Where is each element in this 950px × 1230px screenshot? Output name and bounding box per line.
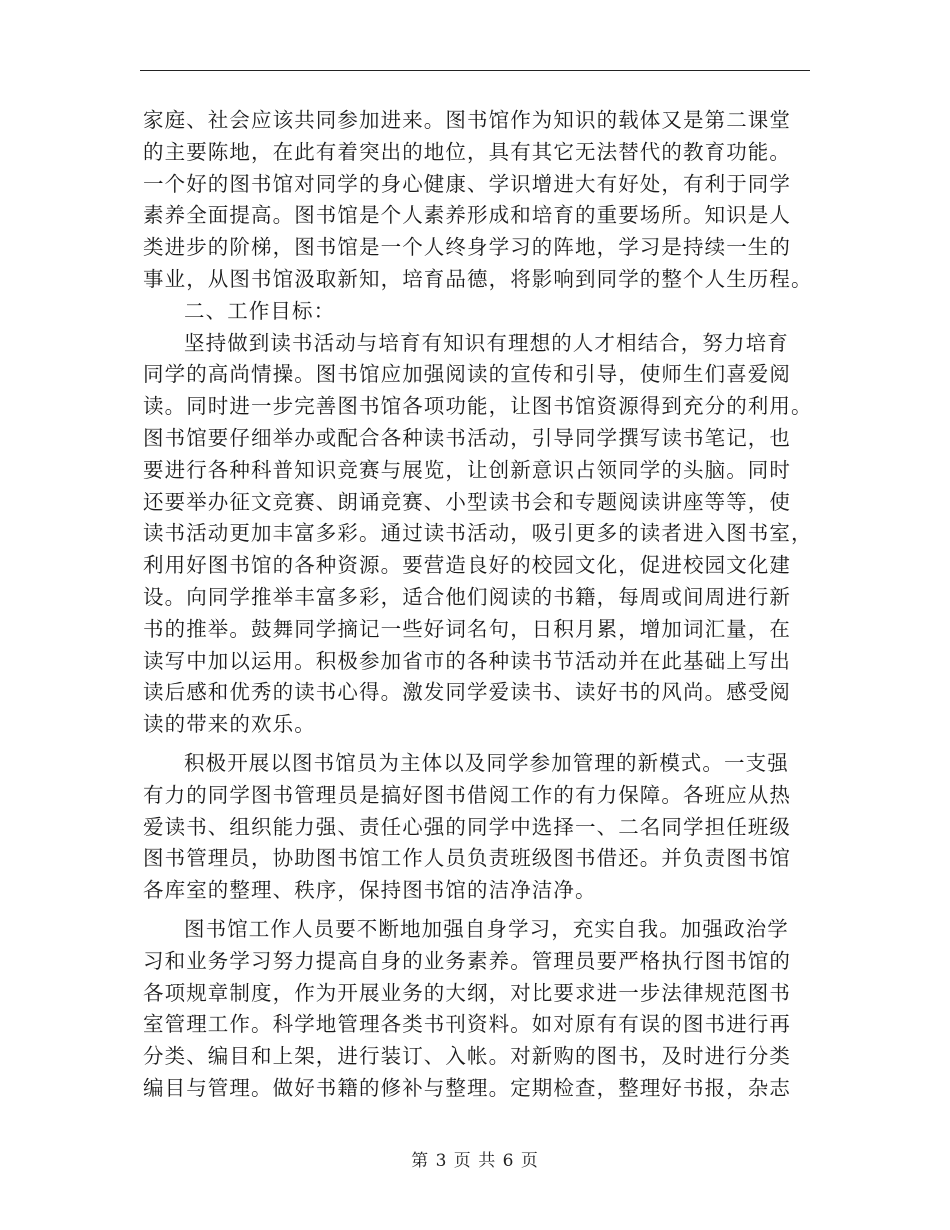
header-rule [140, 70, 810, 71]
text-line: 事业，从图书馆汲取新知，培育品德，将影响到同学的整个人生历程。 [143, 266, 813, 291]
page-footer [0, 1146, 950, 1171]
text-line: 分类、编目和上架，进行装订、入帐。对新购的图书，及时进行分类 [143, 1044, 791, 1069]
paragraph [143, 748, 803, 907]
text-line: 还要举办征文竞赛、朗诵竞赛、小型读书会和专题阅读讲座等等，使 [143, 489, 791, 514]
document-body [143, 105, 813, 1105]
paragraph [143, 914, 803, 1105]
text-line: 有力的同学图书管理员是搞好图书借阅工作的有力保障。各班应从热 [143, 782, 791, 807]
text-line: 读的带来的欢乐。 [143, 712, 316, 737]
text-line: 利用好图书馆的各种资源。要营造良好的校园文化，促进校园文化建 [143, 553, 791, 578]
text-line: 室管理工作。科学地管理各类书刊资料。如对原有有误的图书进行再 [143, 1012, 791, 1037]
text-line: 读写中加以运用。积极参加省市的各种读书节活动并在此基础上写出 [143, 648, 791, 673]
text-line: 坚持做到读书活动与培育有知识有理想的人才相结合，努力培育 [184, 330, 789, 355]
text-line: 类进步的阶梯，图书馆是一个人终身学习的阵地，学习是持续一生的 [143, 235, 791, 260]
text-line: 的主要陈地，在此有着突出的地位，具有其它无法替代的教育功能。 [143, 139, 791, 164]
text-line: 图书馆工作人员要不断地加强自身学习，充实自我。加强政治学 [184, 916, 789, 941]
page-number-label: 第 3 页 共 6 页 [411, 1151, 539, 1171]
text-line: 一个好的图书馆对同学的身心健康、学识增进大有好处，有利于同学 [143, 171, 791, 196]
text-line: 各项规章制度，作为开展业务的大纲，对比要求进一步法律规范图书 [143, 980, 791, 1005]
text-line: 二、工作目标： [184, 298, 336, 323]
text-line: 读。同时进一步完善图书馆各项功能，让图书馆资源得到充分的利用。 [143, 394, 813, 419]
section-heading [143, 296, 803, 328]
paragraph-gap [143, 907, 803, 914]
text-line: 图书管理员，协助图书馆工作人员负责班级图书借还。并负责图书馆 [143, 846, 791, 871]
text-line: 家庭、社会应该共同参加进来。图书馆作为知识的载体又是第二课堂 [143, 108, 791, 132]
text-line: 要进行各种科普知识竞赛与展览，让创新意识占领同学的头脑。同时 [143, 457, 791, 482]
paragraph-gap [143, 741, 803, 748]
text-line: 习和业务学习努力提高自身的业务素养。管理员要严格执行图书馆的 [143, 948, 791, 973]
text-line: 积极开展以图书馆员为主体以及同学参加管理的新模式。一支强 [184, 750, 789, 775]
text-line: 书的推举。鼓舞同学摘记一些好词名句，日积月累，增加词汇量，在 [143, 616, 791, 641]
paragraph [143, 328, 813, 741]
text-line: 同学的高尚情操。图书馆应加强阅读的宣传和引导，使师生们喜爱阅 [143, 362, 791, 387]
text-line: 编目与管理。做好书籍的修补与整理。定期检查，整理好书报，杂志 [143, 1075, 791, 1100]
text-line: 读后感和优秀的读书心得。激发同学爱读书、读好书的风尚。感受阅 [143, 680, 791, 705]
text-line: 图书馆要仔细举办或配合各种读书活动，引导同学撰写读书笔记，也 [143, 425, 791, 450]
text-line: 爱读书、组织能力强、责任心强的同学中选择一、二名同学担任班级 [143, 814, 791, 839]
text-line: 设。向同学推举丰富多彩，适合他们阅读的书籍，每周或间周进行新 [143, 584, 791, 609]
paragraph [143, 105, 813, 296]
text-line: 素养全面提高。图书馆是个人素养形成和培育的重要场所。知识是人 [143, 203, 791, 228]
text-line: 各库室的整理、秩序，保持图书馆的洁净洁净。 [143, 878, 597, 903]
text-line: 读书活动更加丰富多彩。通过读书活动，吸引更多的读者进入图书室， [143, 521, 813, 546]
